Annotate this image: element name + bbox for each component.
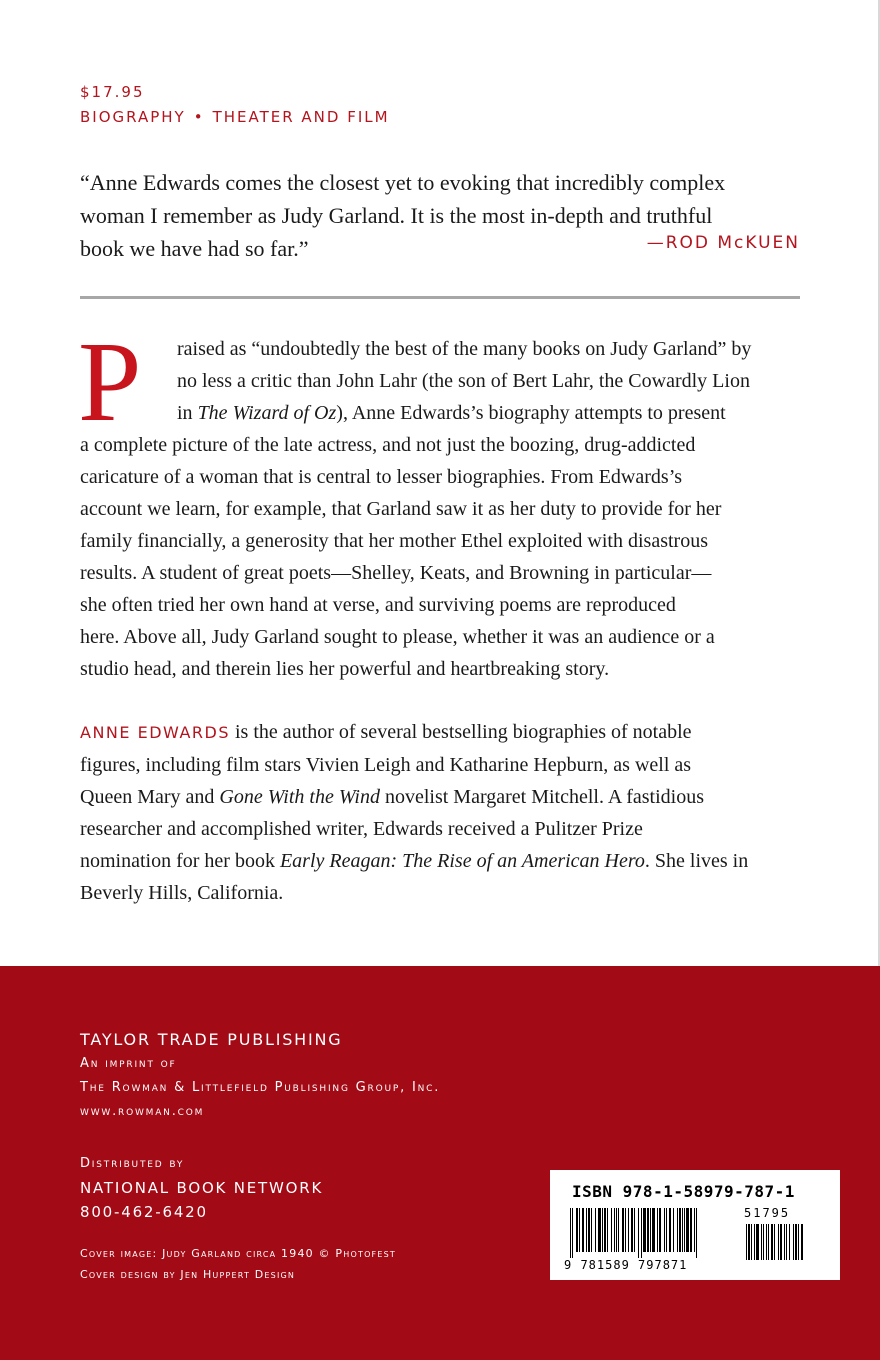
barcode-bar [652, 1208, 655, 1252]
barcode-bar [677, 1208, 678, 1252]
quote-line: “Anne Edwards comes the closest yet to evoking that incredibly complex [80, 170, 726, 195]
publisher-footer [0, 966, 880, 1360]
barcode-bar [786, 1224, 787, 1260]
author-line: Beverly Hills, California. [80, 882, 284, 904]
author-line: researcher and accomplished writer, Edwards received a Pulitzer Prize [80, 818, 643, 840]
barcode-bar [768, 1224, 769, 1260]
cover-image-credit: Cover image: Judy Garland circa 1940 © Photofest [80, 1247, 396, 1260]
distributor-name: NATIONAL BOOK NETWORK [80, 1179, 324, 1197]
price-barcode [746, 1224, 824, 1266]
barcode-bar [756, 1224, 759, 1260]
barcode-bar [780, 1224, 782, 1260]
barcode-bar [754, 1224, 755, 1260]
barcode-bar [684, 1208, 685, 1252]
barcode-bar [766, 1224, 767, 1260]
quote-attribution: —ROD McKUEN [646, 233, 800, 253]
barcode-bar [641, 1208, 642, 1258]
price: $17.95 [80, 83, 145, 101]
description-line: caricature of a woman that is central to lesser biographies. From Edwards’s [80, 466, 683, 488]
barcode-bar [669, 1208, 671, 1252]
barcode-bar [690, 1208, 692, 1252]
book-title-italic: Early Reagan: The Rise of an American Hero [279, 850, 645, 872]
barcode-bar [591, 1208, 592, 1252]
barcode-bar [572, 1208, 573, 1258]
barcode-bar [634, 1208, 635, 1252]
text-run: ), Anne Edwards’s biography attempts to present [336, 402, 726, 424]
barcode-bar [595, 1208, 596, 1252]
category-bullet: • [193, 108, 205, 126]
distributor-phone: 800-462-6420 [80, 1203, 208, 1221]
cover-credits [80, 1243, 396, 1285]
barcode-bar [761, 1224, 762, 1260]
barcode-bar [602, 1208, 603, 1252]
barcode-panel [550, 1170, 840, 1280]
barcode-bar [784, 1224, 785, 1260]
quote-line: woman I remember as Judy Garland. It is the most in-depth and truthful [80, 203, 713, 228]
barcode-bar [774, 1224, 775, 1260]
barcode-bar [643, 1208, 646, 1252]
price-category-block [80, 80, 390, 130]
text-run: nomination for her book [80, 850, 280, 872]
category-theater-film: THEATER AND FILM [212, 108, 390, 126]
barcode-bar [579, 1208, 580, 1252]
description-line: here. Above all, Judy Garland sought to please, whether it was an audience or a [80, 626, 715, 648]
description-line: raised as “undoubtedly the best of the many books on Judy Garland” by [177, 338, 752, 360]
barcode-bar [798, 1224, 799, 1260]
barcode-bar [650, 1208, 651, 1252]
barcode-bar [576, 1208, 578, 1252]
ean-barcode [570, 1208, 740, 1258]
description-line: account we learn, for example, that Garland saw it as her duty to provide for her [80, 498, 722, 520]
barcode-bar [625, 1208, 626, 1252]
barcode-bar [748, 1224, 750, 1260]
isbn-number: ISBN 978-1-58979-787-1 [572, 1182, 795, 1201]
barcode-bar [616, 1208, 617, 1252]
barcode-bar [801, 1224, 803, 1260]
barcode-bar [682, 1208, 683, 1252]
category-line [80, 105, 390, 130]
barcode-bar [647, 1208, 649, 1252]
barcode-bar [789, 1224, 790, 1260]
barcode-bar [751, 1224, 752, 1260]
author-bio [80, 716, 800, 909]
cover-design-credit: Cover design by Jen Huppert Design [80, 1268, 296, 1281]
barcode-bar [694, 1208, 695, 1252]
barcode-bar [657, 1208, 658, 1252]
barcode-bar [686, 1208, 689, 1252]
barcode-bar [614, 1208, 615, 1252]
barcode-bar [628, 1208, 629, 1252]
author-line [80, 845, 800, 877]
barcode-bar [570, 1208, 571, 1258]
book-title-italic: The Wizard of Oz [197, 402, 337, 424]
distributed-by-label: Distributed by [80, 1156, 185, 1171]
barcode-digits: 9 781589 797871 [564, 1258, 688, 1272]
description-line: she often tried her own hand at verse, and surviving poems are reproduced [80, 594, 676, 616]
description-line: family financially, a generosity that her mother Ethel exploited with disastrous [80, 530, 708, 552]
author-line: figures, including film stars Vivien Leigh and Katharine Hepburn, as well as [80, 754, 692, 776]
barcode-bar [607, 1208, 608, 1252]
barcode-bar [622, 1208, 624, 1252]
category-biography: BIOGRAPHY [80, 108, 186, 126]
barcode-bar [588, 1208, 590, 1252]
barcode-bar [631, 1208, 633, 1252]
barcode-bar [666, 1208, 667, 1252]
publisher-info [80, 1028, 440, 1124]
description-line: studio head, and therein lies her powerful and heartbreaking story. [80, 658, 610, 680]
barcode-bar [664, 1208, 665, 1252]
barcode-bar [611, 1208, 612, 1252]
barcode-bar [598, 1208, 601, 1252]
text-run: Queen Mary and [80, 786, 220, 808]
price-code: 51795 [744, 1206, 791, 1220]
barcode-bar [696, 1208, 697, 1258]
barcode-bar [638, 1208, 639, 1258]
barcode-bar [679, 1208, 681, 1252]
author-line [80, 781, 800, 813]
barcode-bar [618, 1208, 619, 1252]
barcode-bar [659, 1208, 661, 1252]
book-description [78, 318, 800, 685]
publishing-group: The Rowman & Littlefield Publishing Group, Inc. [80, 1080, 441, 1095]
text-run: . She lives in [644, 850, 749, 872]
divider-rule [80, 296, 800, 299]
description-line [80, 397, 800, 429]
description-line: a complete picture of the late actress, and not just the boozing, drug-addicted [80, 434, 696, 456]
drop-cap: P [78, 318, 142, 445]
author-line [80, 716, 800, 749]
text-run: is the author of several bestselling biographies of notable [230, 721, 692, 743]
distribution-info [80, 1152, 323, 1224]
text-run: novelist Margaret Mitchell. A fastidious [379, 786, 704, 808]
barcode-bar [673, 1208, 674, 1252]
barcode-bar [604, 1208, 606, 1252]
barcode-bar [746, 1224, 747, 1260]
quote-line: book we have had so far.” [80, 236, 309, 261]
text-run: in [177, 402, 198, 424]
publisher-website: www.rowman.com [80, 1104, 205, 1119]
description-line: results. A student of great poets—Shelley, Keats, and Browning in particular— [80, 562, 712, 584]
barcode-bar [586, 1208, 587, 1252]
book-title-italic: Gone With the Wind [219, 786, 380, 808]
barcode-bar [778, 1224, 779, 1260]
barcode-bar [793, 1224, 794, 1260]
barcode-bar [582, 1208, 584, 1252]
barcode-bar [763, 1224, 764, 1260]
imprint-line: An imprint of [80, 1056, 177, 1071]
author-name: ANNE EDWARDS [80, 723, 230, 742]
barcode-bar [795, 1224, 797, 1260]
publisher-name: TAYLOR TRADE PUBLISHING [80, 1030, 343, 1049]
barcode-bar [771, 1224, 773, 1260]
description-line: no less a critic than John Lahr (the son of Bert Lahr, the Cowardly Lion [177, 370, 750, 392]
